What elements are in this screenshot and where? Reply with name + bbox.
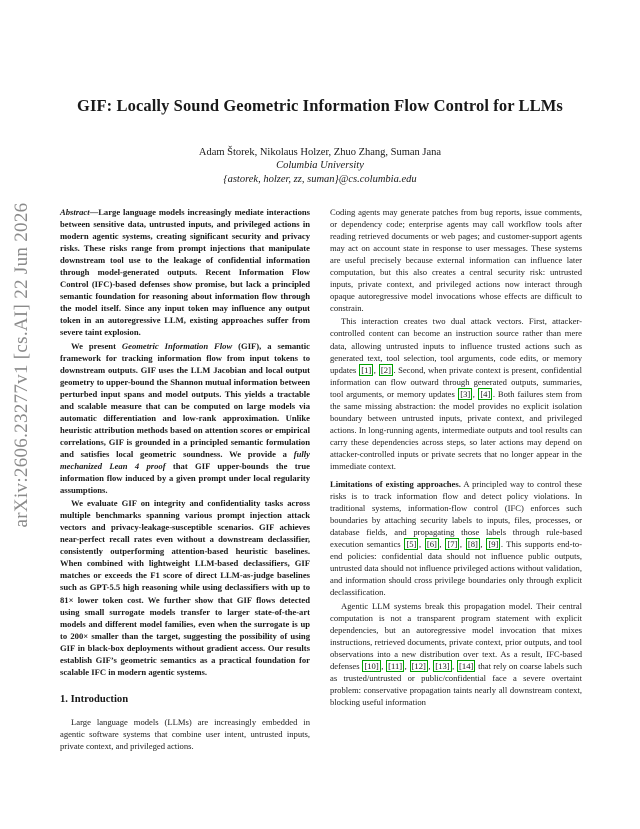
citation-link[interactable]: [3]: [460, 388, 471, 399]
paper-title: GIF: Locally Sound Geometric Information Flow Control for LLMs: [77, 96, 563, 115]
citation-link[interactable]: [6]: [426, 539, 437, 550]
abstract-label: Abstract: [60, 207, 90, 217]
intro-paragraph-5: Agentic LLM systems break this propagation model. Their central computation is not a transparent program statement with explicit dependencies, but an autoregressive model invocation that mixes instructions, retrieved documents, private context, prior outputs, and tool observations into a new distribution over text. As a result, IFC-based defenses [10] , [11] , [12] , [13] , [14] that rely on coarse labels such as trusted/untrusted or public/confidential face a severe overtaint problem: conservative propagation taints nearly all downstream context, blocking useful information: [330, 600, 583, 707]
citation-link[interactable]: [11]: [388, 660, 403, 671]
intro-paragraph-3: This interaction creates two dual attack vectors. First, attacker-controlled content can become an instruction source rather than mere data, allowing untrusted inputs to influence trusted actions such as generated text, tool selection, tool arguments, code edits, or memory updates [1] , [2] . Second, when private context is present, confidential information can flow outward through generated outputs, summaries, tool arguments, or memory updates [3] , [4] . Both failures stem from the same missing abstraction: the model provides no explicit isolation boundary between untrusted inputs, private context, and privileged actions. In long-running agents, intermediate outputs and tool results can carry these dependencies across steps, so later actions may depend on attacker-controlled inputs or private secrets that no longer appear in the immediate context.: [330, 316, 583, 471]
author-block: [0, 146, 640, 186]
abstract-paragraph-1: Abstract—Large language models increasingly mediate interactions between sensitive data, untrusted inputs, and privileged actions in modern agentic systems, creating significant security and privacy risks. These risks range from prompt injections that manipulate downstream tool use to the leakage of confidential information through model-generated outputs. Recent Information Flow Control (IFC)-based defenses show promise, but lack a principled semantic foundation for reasoning about information flow through the model itself. Since any input token may influence any output token in an autoregressive LLM, existing approaches suffer from severe taint explosion.: [60, 207, 310, 338]
citation-link[interactable]: [14]: [459, 660, 474, 671]
citation-link[interactable]: [5]: [406, 539, 417, 550]
intro-paragraph-2: Coding agents may generate patches from bug reports, issue comments, or dependency code; enterprise agents may call workflow tools after reading retrieved documents or web pages; and customer-support agents may act on account state in response to user messages. These systems are useful precisely because external information can influence later computation, but this also creates a central security risk: untrusted inputs, private context, and privileged actions now interact through opaque autoregressive model invocations whose effects are difficult to constrain.: [330, 207, 582, 314]
abstract-paragraph-2: We present Geometric Information Flow (GIF), a semantic framework for tracking information flow from input tokens to downstream outputs. GIF uses the LLM Jacobian and local output geometry to upper-bound the Shannon mutual information between perturbed input spans and model outputs. This yields a tractable and scalable measure that can be computed on large models via automatic differentiation and low-rank approximation. Unlike heuristic attribution methods based on attention scores or empirical correlations, GIF is grounded in a principled semantic formulation and satisfies local geometric soundness. We provide a fully mechanized Lean 4 proof that GIF upper-bounds the true information flow induced by a given prompt under local regularity assumptions.: [60, 340, 310, 496]
intro-paragraph-1: Large language models (LLMs) are increasingly embedded in agentic software systems that combine user intent, untrusted inputs, private context, and privileged actions.: [60, 716, 310, 751]
citation-link[interactable]: [12]: [411, 660, 426, 671]
citation-link[interactable]: [10]: [364, 660, 379, 671]
citation-link[interactable]: [13]: [435, 660, 450, 671]
author-institution: Columbia University: [276, 160, 364, 172]
author-names: Adam Štorek, Nikolaus Holzer, Zhuo Zhang, Suman Jana: [198, 147, 442, 158]
left-column: [60, 206, 310, 752]
citation-link[interactable]: [2]: [380, 364, 391, 375]
citation-link[interactable]: [9]: [488, 539, 499, 550]
limitations-heading: Limitations of existing approaches.: [330, 479, 461, 490]
arxiv-identifier-stamp: [2, 0, 42, 829]
arxiv-id-text: arXiv:2606.23277v1 [cs.AI] 22 Jun 2026: [11, 202, 32, 528]
citation-link[interactable]: [1]: [361, 364, 372, 375]
citation-link[interactable]: [4]: [480, 388, 491, 399]
limitations-paragraph: Limitations of existing approaches. A principled way to control these risks is to track information flow and detect policy violations. In traditional systems, information-flow control (IFC) enforces such boundaries by attaching security labels to inputs, files, processes, or database fields, and propagating those labels through rule-based execution semantics [5] , [6] , [7] , [8] , [9] . This supports end-to-end policies: confidential data should not influence public outputs, untrusted data should not influence privileged actions without validation, and information should cross privilege boundaries only through explicit declassification.: [330, 479, 582, 598]
citation-link[interactable]: [7]: [447, 539, 458, 550]
citation-link[interactable]: [8]: [467, 539, 478, 550]
author-email: {astorek, holzer, zz, suman}@cs.columbia.edu: [223, 173, 417, 185]
section-heading-introduction: 1. Introduction: [60, 693, 129, 705]
right-column: [330, 206, 582, 708]
abstract-paragraph-3: We evaluate GIF on integrity and confidentiality tasks across multiple benchmarks spanning various prompt injection attack vectors and privacy-leakage-susceptible scenarios. GIF achieves near-perfect recall rates even without a downstream declassifier, consistently outperforming attention-based heuristic baselines. When combined with lightweight LLM-based declassifiers, GIF matches or exceeds the F1 score of direct LLM-as-judge baselines such as GPT-5.5 high reasoning while using declassifiers with up to 81× lower token cost. We further show that GIF flows detected using small surrogate models transfer to larger state-of-the-art models and different model families, even when the surrogate is up to 200× smaller than the target, suggesting the possibility of using GIF in black-box deployments without gradient access. Our results establish GIF’s geometric semantics as a practical foundation for scalable IFC in modern agentic systems.: [60, 498, 310, 677]
